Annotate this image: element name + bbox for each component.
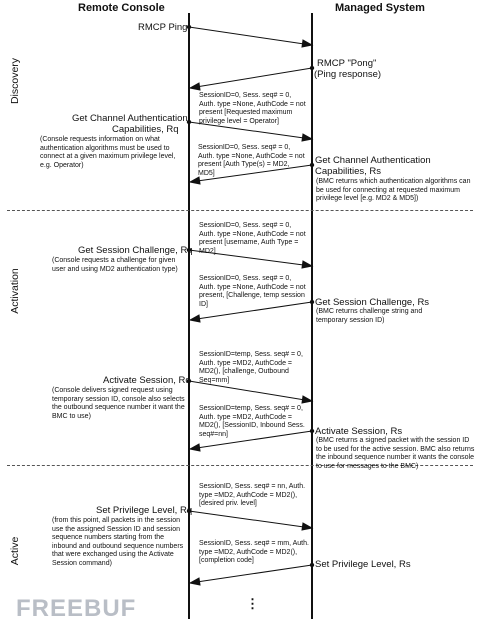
get-channel-auth-rq-label-line1: Get Channel Authentication — [72, 113, 188, 124]
message-4-fields: SessionID=0, Sess. seq# = 0, Auth. type =None, AuthCode = not present, [Challenge, temp session ID] — [199, 275, 306, 308]
get-channel-auth-rs-note: (BMC returns which authentication algorithms can be used for connecting at requested maximum privilege level [e.g. MD2 & MD5]) — [316, 178, 471, 203]
message-1-fields: SessionID=0, Sess. seq# = 0, Auth. type =None, AuthCode = not present [Requested maximum privilege level = Operator] — [199, 92, 306, 125]
message-7-fields: SessionID, Sess. seq# = nn, Auth. type =MD2, AuthCode = MD2(), [desired priv. level] — [199, 483, 306, 508]
freebuf-watermark: FREEBUF — [16, 595, 137, 622]
get-session-challenge-rq-note: (Console requests a challenge for given user and using MD2 authentication type) — [52, 257, 178, 273]
get-channel-auth-rs-label-line2: Capabilities, Rs — [315, 166, 381, 177]
set-privilege-level-rq-note: (from this point, all packets in the session use the assigned Session ID and session sequence numbers starting from the inbound and outbound sequence numbers that were exchanged using the Activate Session command) — [52, 517, 184, 567]
get-session-challenge-rs-label: Get Session Challenge, Rs — [315, 297, 430, 308]
rmcp-pong-sublabel: (Ping response) — [314, 69, 382, 80]
set-privilege-level-rq-label: Set Privilege Level, Rq — [96, 505, 193, 516]
get-session-challenge-rq-label: Get Session Challenge, Rq — [78, 245, 193, 256]
activate-session-rs-label: Activate Session, Rs — [315, 426, 403, 437]
activate-session-rq-label: Activate Session, Rq — [103, 375, 191, 386]
activate-session-rq-note: (Console delivers signed request using temporary session ID, console also selects the outbound sequence number it want the BMC to use) — [52, 387, 185, 420]
managed-system-header: Managed System — [335, 2, 425, 14]
remote-console-header: Remote Console — [78, 2, 165, 14]
phase-activation-label: Activation — [9, 268, 21, 314]
message-6-fields: SessionID=temp, Sess. seq# = 0, Auth. type =MD2, AuthCode = MD2(), [SessionID, Inbound Sess. seq#=nn] — [199, 405, 305, 438]
activate-session-rs-note: (BMC returns a signed packet with the session ID to be used for the active session. BMC also returns the inbound sequence number it wants the console to use for messages to the BMC) — [316, 437, 475, 470]
phase-active-label: Active — [9, 536, 21, 566]
phase-discovery-label: Discovery — [9, 57, 21, 105]
message-3-fields: SessionID=0, Sess. seq# = 0, Auth. type =None, AuthCode = not present [username, Auth Type = MD2] — [199, 222, 306, 255]
get-channel-auth-rs-label-line1: Get Channel Authentication — [315, 155, 431, 166]
message-8-fields: SessionID, Sess. seq# = mm, Auth. type =MD2, AuthCode = MD2(), [completion code] — [199, 540, 309, 565]
message-5-fields: SessionID=temp, Sess. seq# = 0, Auth. type =MD2, AuthCode = MD2(), [challenge, Outbound Seq=mm] — [199, 351, 303, 384]
rmcp-pong-label: RMCP "Pong" — [317, 58, 377, 69]
get-channel-auth-rq-label-line2: Capabilities, Rq — [112, 124, 179, 135]
message-2-fields: SessionID=0, Sess. seq# = 0, Auth. type =None, AuthCode = not present [Auth Type(s) = MD2, MD5] — [198, 144, 305, 177]
get-channel-auth-rq-note: (Console requests information on what authentication algorithms must be used to connect at a given maximum privilege level, e.g. Operator) — [40, 136, 176, 169]
rmcp-ping-label: RMCP Ping — [138, 22, 188, 33]
set-privilege-level-rs-label: Set Privilege Level, Rs — [315, 559, 411, 570]
get-session-challenge-rs-note: (BMC returns challenge string and temporary session ID) — [316, 308, 423, 324]
continuation-ellipsis: ⋮ — [246, 596, 259, 611]
